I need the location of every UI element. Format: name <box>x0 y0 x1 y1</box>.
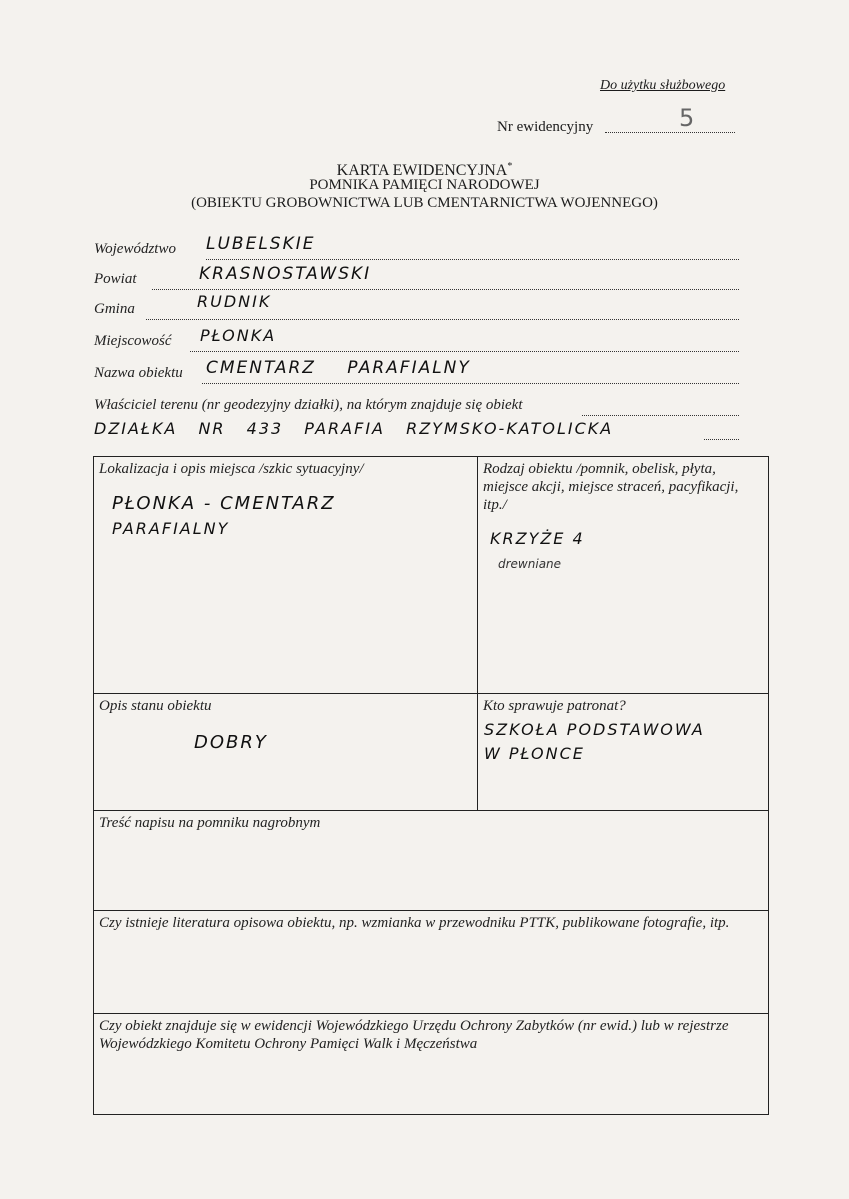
cell-patron <box>477 693 769 811</box>
field-voivodeship-value: LUBELSKIE <box>206 234 316 254</box>
cell-literature <box>93 910 769 1014</box>
patron-value-line2: W PŁONCE <box>484 744 585 763</box>
field-object-name <box>94 358 739 388</box>
field-county-label: Powiat <box>94 271 137 287</box>
cell-inscription <box>93 810 769 911</box>
literature-label: Czy istnieje literatura opisowa obiektu, np. wzmianka w przewodniku PTTK, publikowane fotografie, itp. <box>99 915 730 931</box>
field-commune-value: RUDNIK <box>197 292 272 311</box>
field-owner <box>94 396 739 444</box>
card-title: KARTA EWIDENCYJNA* <box>336 161 513 179</box>
record-number-dots <box>605 132 735 133</box>
record-number-row <box>497 104 737 138</box>
field-county-value: KRASNOSTAWSKI <box>199 264 372 284</box>
cell-condition <box>93 693 478 811</box>
cell-object-type <box>477 456 769 694</box>
field-locality-value: PŁONKA <box>200 326 277 345</box>
field-owner-label: Właściciel terenu (nr geodezyjny działki), na którym znajduje się obiekt <box>94 397 523 413</box>
field-county <box>94 264 739 294</box>
field-owner-value: DZIAŁKA NR 433 PARAFIA RZYMSKO-KATOLICKA <box>94 419 614 438</box>
cell-location <box>93 456 478 694</box>
object-type-value-line2: drewniane <box>498 557 562 571</box>
patron-label: Kto sprawuje patronat? <box>483 698 626 714</box>
field-locality-label: Miejscowość <box>94 333 172 349</box>
field-voivodeship <box>94 234 739 264</box>
register-label: Czy obiekt znajduje się w ewidencji Wojewódzkiego Urzędu Ochrony Zabytków (nr ewid.) lub w rejestrze Wojewódzkiego Komitetu Ochrony Pamięci Walk i Męczeństwa <box>99 1018 729 1052</box>
card-subtitle: POMNIKA PAMIĘCI NARODOWEJ <box>309 177 540 193</box>
field-commune-label: Gmina <box>94 301 135 317</box>
condition-value: DOBRY <box>194 732 268 753</box>
location-value-line2: PARAFIALNY <box>112 519 230 538</box>
location-value-line1: PŁONKA - CMENTARZ <box>112 493 336 514</box>
object-type-value-line1: KRZYŻE 4 <box>490 529 585 548</box>
inscription-label: Treść napisu na pomniku nagrobnym <box>99 815 321 831</box>
record-number-label: Nr ewidencyjny <box>497 119 594 135</box>
cell-register <box>93 1013 769 1115</box>
location-label: Lokalizacja i opis miejsca /szkic sytuacyjny/ <box>99 461 364 477</box>
card-subtitle-2: (OBIEKTU GROBOWNICTWA LUB CMENTARNICTWA WOJENNEGO) <box>191 195 658 211</box>
field-commune <box>94 292 739 324</box>
record-number-value: 5 <box>679 104 695 132</box>
field-object-name-value: CMENTARZ PARAFIALNY <box>206 358 471 378</box>
patron-value-line1: SZKOŁA PODSTAWOWA <box>484 720 705 739</box>
field-voivodeship-label: Województwo <box>94 241 176 257</box>
object-type-label: Rodzaj obiektu /pomnik, obelisk, płyta, miejsce akcji, miejsce straceń, pacyfikacji, itp./ <box>483 461 739 513</box>
field-object-name-label: Nazwa obiektu <box>94 365 183 381</box>
condition-label: Opis stanu obiektu <box>99 698 212 714</box>
service-use-note: Do użytku służbowego <box>600 78 726 93</box>
field-locality <box>94 326 739 356</box>
